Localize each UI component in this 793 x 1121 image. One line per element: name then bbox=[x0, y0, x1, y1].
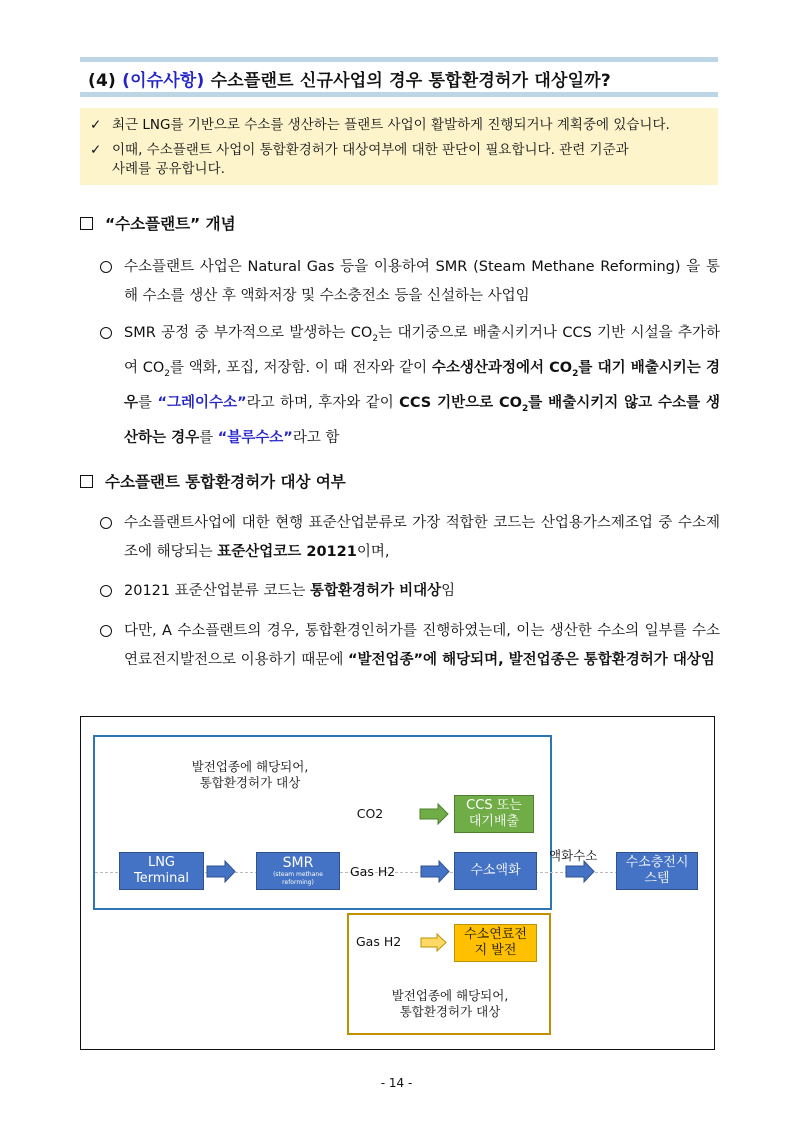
page-number: - 14 - bbox=[380, 1076, 413, 1090]
check-icon: ✓ bbox=[90, 117, 102, 133]
arrow-right-icon bbox=[421, 934, 446, 951]
co2-label: CO2 bbox=[356, 806, 384, 821]
notice-item: ✓ 최근 LNG를 기반으로 수소를 생산하는 플랜트 사업이 활발하게 진행되거나 계획중에 있습니다. bbox=[90, 114, 670, 136]
paragraph-concept-2: SMR 공정 중 부가적으로 발생하는 $CO_2$는 대기중으로 배출시키거나 CCS 기반 시설을 추가하여 $CO_2$를 액화, 포집, 저장함. 이 때 전자와 같이 수소생산과정에서 $CO_2$를 대기 배출시키는 경우를 “그레이수소”라고 하며, 후자와 같이 CCS 기반으로 $CO_2$를 배출시키지 않고 수소를 생산하는 경우를 “블루수소”라고 함 bbox=[100, 319, 720, 453]
charging-station-box: 수소충전시 스템 bbox=[616, 852, 698, 890]
page-title: (4) (이슈사항) 수소플랜트 신규사업의 경우 통합환경허가 대상일까? bbox=[88, 71, 611, 91]
section-heading-permit: 수소플랜트 통합환경허가 대상 여부 bbox=[80, 470, 346, 492]
arrow-right-icon bbox=[421, 861, 449, 882]
ccs-box: CCS 또는 대기배출 bbox=[454, 795, 534, 833]
smr-label: SMR bbox=[282, 855, 314, 871]
arrow-right-icon bbox=[566, 861, 594, 882]
smr-sublabel: (steam methane reforming) bbox=[273, 871, 323, 886]
arrow-right-icon bbox=[420, 804, 448, 824]
gas-h2-label-2: Gas H2 bbox=[356, 934, 402, 949]
blue-scope-note: 발전업종에 해당되어, 통합환경허가 대상 bbox=[191, 759, 309, 790]
paragraph-permit-1: 수소플랜트사업에 대한 현행 표준산업분류로 가장 적합한 코드는 산업용가스제조업 중 수소제조에 해당되는 표준산업코드 20121이며, bbox=[100, 509, 720, 567]
fuel-cell-box: 수소연료전 지 발전 bbox=[454, 924, 537, 962]
notice-item: ✓ 이때, 수소플랜트 사업이 통합환경허가 대상여부에 대한 판단이 필요합니다. 관련 기준과 bbox=[90, 139, 629, 161]
paragraph-permit-2: 20121 표준산업분류 코드는 통합환경허가 비대상임 bbox=[100, 577, 720, 606]
liquid-h2-label: 액화수소 bbox=[549, 848, 598, 863]
section-heading-concept: “수소플랜트” 개념 bbox=[80, 212, 236, 234]
arrow-right-icon bbox=[207, 861, 235, 882]
paragraph-permit-3: 다만, A 수소플랜트의 경우, 통합환경인허가를 진행하였는데, 이는 생산한 수소의 일부를 수소연료전지발전으로 이용하기 때문에 “발전업종”에 해당되며, 발전업종은 통합환경허가 대상임 bbox=[100, 617, 720, 675]
check-icon: ✓ bbox=[90, 142, 102, 158]
lng-terminal-box: LNG Terminal bbox=[119, 852, 204, 890]
liquefaction-box: 수소액화 bbox=[454, 852, 537, 890]
notice-item-cont: 사례를 공유합니다. bbox=[112, 161, 225, 177]
paragraph-concept-1: 수소플랜트 사업은 Natural Gas 등을 이용하여 SMR (Steam Methane Reforming) 을 통해 수소를 생산 후 액화저장 및 수소충전소 등을 신설하는 사업임 bbox=[100, 253, 720, 311]
gold-scope-note: 발전업종에 해당되어, 통합환경허가 대상 bbox=[391, 988, 509, 1019]
gas-h2-label: Gas H2 bbox=[350, 864, 396, 879]
